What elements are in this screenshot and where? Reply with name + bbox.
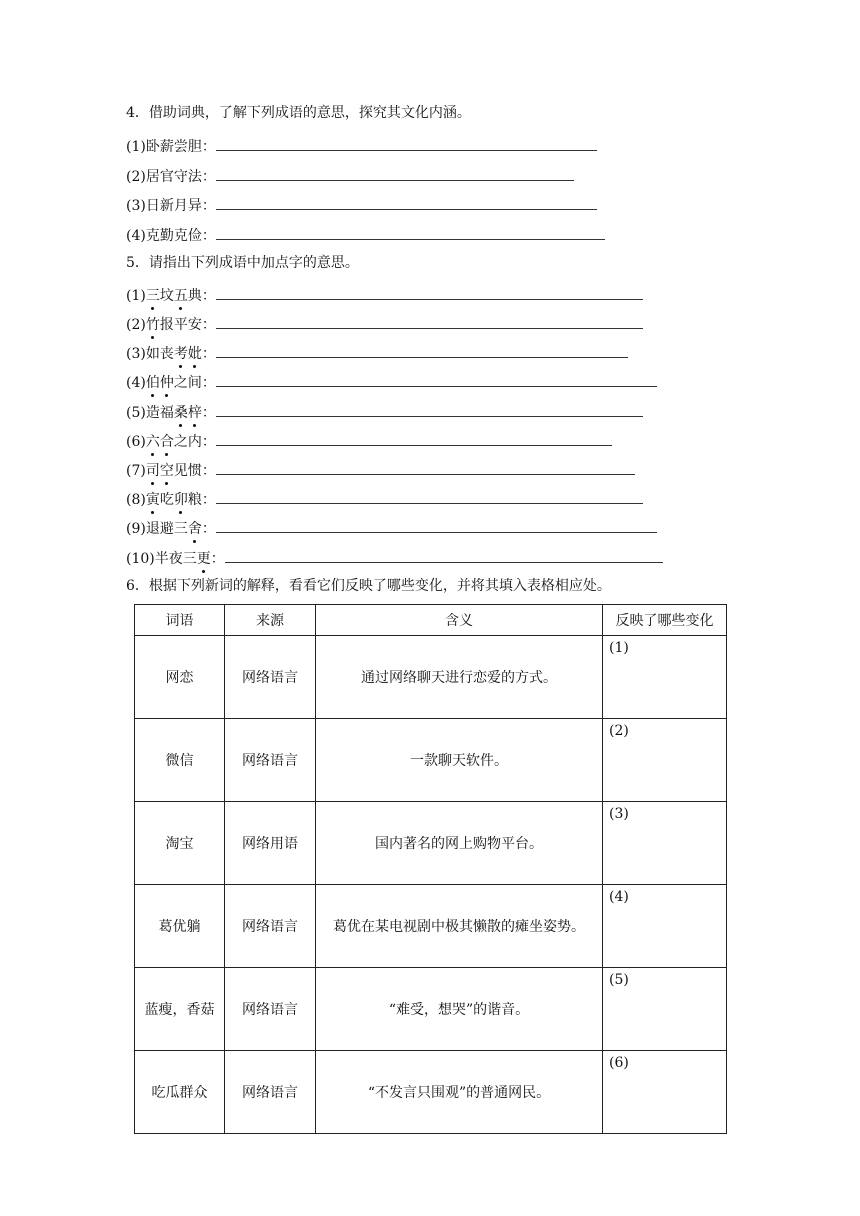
- item-number: (9): [126, 521, 146, 537]
- table-header-row: [135, 605, 727, 636]
- item-number: (2): [126, 317, 146, 333]
- idiom-text: ：: [210, 551, 225, 567]
- q4-item-3: [126, 195, 597, 215]
- item-number: (4): [126, 375, 146, 391]
- idiom-text: 粮：: [187, 492, 216, 508]
- idiom-text: 如丧: [145, 346, 174, 362]
- table-row: [135, 636, 727, 719]
- cell-meaning: 葛优在某电视剧中极其懒散的瘫坐姿势。: [316, 885, 603, 968]
- cell-word: 葛优躺: [135, 885, 225, 968]
- answer-blank[interactable]: [225, 548, 663, 563]
- cell-source: 网络语言: [225, 1051, 316, 1134]
- answer-blank[interactable]: [216, 372, 657, 387]
- cell-change-answer[interactable]: (6): [603, 1051, 727, 1134]
- item-number: (3): [126, 346, 146, 362]
- cell-word: 蓝瘦，香菇: [135, 968, 225, 1051]
- dotted-char: 妣: [187, 346, 202, 362]
- answer-blank[interactable]: [216, 431, 612, 446]
- item-number: (5): [126, 405, 146, 421]
- dotted-char: 司: [145, 463, 160, 479]
- header-change: 反映了哪些变化: [603, 605, 727, 636]
- idiom-text: ：: [201, 405, 216, 421]
- idiom-text: 造福: [145, 405, 174, 421]
- q5-item-8: [126, 489, 643, 509]
- dotted-char: 伯: [145, 375, 160, 391]
- dotted-char: 仲: [159, 375, 174, 391]
- cell-change-answer[interactable]: (5): [603, 968, 727, 1051]
- answer-blank[interactable]: [216, 518, 657, 533]
- cell-meaning: 通过网络聊天进行恋爱的方式。: [316, 636, 603, 719]
- answer-blank[interactable]: [216, 402, 643, 417]
- answer-blank[interactable]: [216, 195, 597, 210]
- cell-meaning: 国内著名的网上购物平台。: [316, 802, 603, 885]
- q4-item-label: (3)日新月异：: [126, 198, 216, 214]
- idiom-text: 典：: [187, 288, 216, 304]
- table-row: [135, 885, 727, 968]
- answer-blank[interactable]: [216, 166, 574, 181]
- q4-item-4: [126, 225, 605, 245]
- item-number: (1): [126, 288, 146, 304]
- cell-change-answer[interactable]: (4): [603, 885, 727, 968]
- dotted-char: 合: [159, 434, 174, 450]
- idiom-text: 半夜三: [154, 551, 197, 567]
- idiom-text: 之内：: [173, 434, 216, 450]
- item-number: (10): [126, 551, 155, 567]
- header-source: 来源: [225, 605, 316, 636]
- idiom-text: 报平安：: [159, 317, 216, 333]
- cell-change-answer[interactable]: (1): [603, 636, 727, 719]
- table-row: [135, 802, 727, 885]
- q4-item-1: [126, 136, 597, 156]
- answer-blank[interactable]: [216, 489, 643, 504]
- dotted-char: 空: [159, 463, 174, 479]
- idiom-text: 之间：: [173, 375, 216, 391]
- dotted-char: 卯: [173, 492, 188, 508]
- q5-item-9: [126, 518, 657, 538]
- q4-title: 4．借助词典，了解下列成语的意思，探究其文化内涵。: [126, 105, 471, 121]
- q5-item-7: [126, 460, 635, 480]
- table-row: [135, 719, 727, 802]
- q4-item-2: [126, 166, 574, 186]
- q5-item-10: [126, 548, 663, 568]
- idiom-text: 退避三: [145, 521, 188, 537]
- cell-word: 微信: [135, 719, 225, 802]
- dotted-char: 六: [145, 434, 160, 450]
- cell-source: 网络语言: [225, 719, 316, 802]
- answer-blank[interactable]: [216, 460, 635, 475]
- q5-item-2: [126, 314, 643, 334]
- idiom-text: ：: [201, 346, 216, 362]
- cell-change-answer[interactable]: (2): [603, 719, 727, 802]
- cell-meaning: 一款聊天软件。: [316, 719, 603, 802]
- q4-item-label: (4)克勤克俭：: [126, 228, 216, 244]
- header-word: 词语: [135, 605, 225, 636]
- q5-item-6: [126, 431, 612, 451]
- q6-title: 6．根据下列新词的解释，看看它们反映了哪些变化，并将其填入表格相应处。: [126, 578, 611, 594]
- cell-meaning: “不发言只围观”的普通网民。: [316, 1051, 603, 1134]
- q4-item-label: (1)卧薪尝胆：: [126, 139, 216, 155]
- item-number: (6): [126, 434, 146, 450]
- cell-word: 网恋: [135, 636, 225, 719]
- dotted-char: 寅: [145, 492, 160, 508]
- cell-word: 吃瓜群众: [135, 1051, 225, 1134]
- q5-item-1: [126, 285, 643, 305]
- new-words-table: [134, 604, 727, 1134]
- q5-item-4: [126, 372, 657, 392]
- idiom-text: 吃: [159, 492, 174, 508]
- dotted-char: 竹: [145, 317, 160, 333]
- cell-source: 网络语言: [225, 885, 316, 968]
- q5-item-3: [126, 343, 628, 363]
- header-meaning: 含义: [316, 605, 603, 636]
- cell-source: 网络语言: [225, 636, 316, 719]
- dotted-char: 桑: [173, 405, 188, 421]
- idiom-text: 见惯：: [173, 463, 216, 479]
- item-number: (8): [126, 492, 146, 508]
- answer-blank[interactable]: [216, 343, 628, 358]
- table-row: [135, 1051, 727, 1134]
- q5-title: 5．请指出下列成语中加点字的意思。: [126, 255, 359, 271]
- dotted-char: 更: [196, 551, 211, 567]
- answer-blank[interactable]: [216, 225, 605, 240]
- dotted-char: 五: [173, 288, 188, 304]
- table-row: [135, 968, 727, 1051]
- q5-item-5: [126, 402, 643, 422]
- item-number: (7): [126, 463, 146, 479]
- cell-word: 淘宝: [135, 802, 225, 885]
- cell-source: 网络用语: [225, 802, 316, 885]
- q4-item-label: (2)居官守法：: [126, 169, 216, 185]
- answer-blank[interactable]: [216, 136, 597, 151]
- dotted-char: 梓: [187, 405, 202, 421]
- dotted-char: 舍: [187, 521, 202, 537]
- cell-change-answer[interactable]: (3): [603, 802, 727, 885]
- idiom-text: ：: [201, 521, 216, 537]
- dotted-char: 考: [173, 346, 188, 362]
- cell-source: 网络语言: [225, 968, 316, 1051]
- answer-blank[interactable]: [216, 285, 643, 300]
- answer-blank[interactable]: [216, 314, 643, 329]
- cell-meaning: “难受，想哭”的谐音。: [316, 968, 603, 1051]
- idiom-text: 坟: [159, 288, 174, 304]
- dotted-char: 三: [145, 288, 160, 304]
